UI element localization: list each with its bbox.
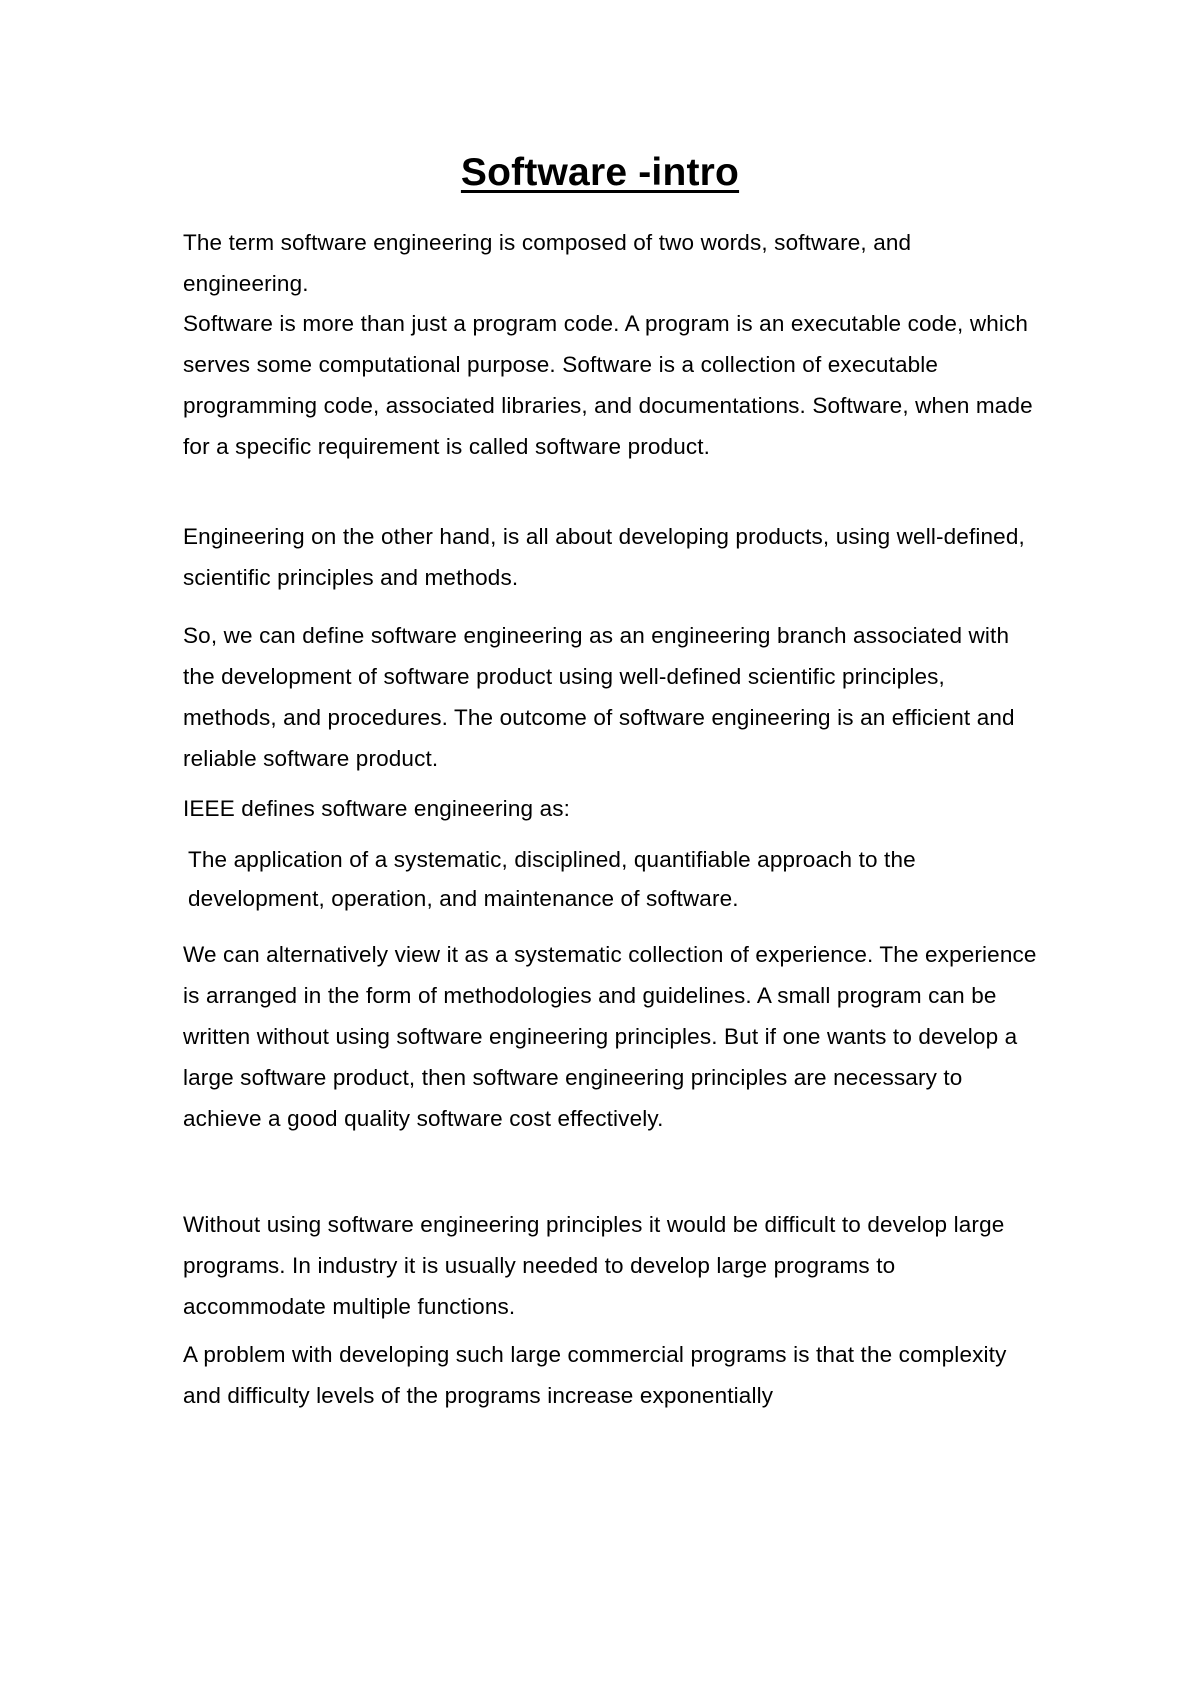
paragraph-software-definition: Software is more than just a program code. A program is an executable code, which serves some computational purpose. Software is a collection of executable programming code, associated libraries, and documentations. Software, when made for a specific requirement is called software product. — [183, 311, 1033, 459]
paragraph-ieee-intro: IEEE defines software engineering as: — [183, 796, 571, 821]
paragraph-engineering-definition: Engineering on the other hand, is all about developing products, using well-defined, scientific principles and methods. — [183, 524, 1025, 590]
paragraph-software-engineering-definition: So, we can define software engineering as an engineering branch associated with the development of software product using well-defined scientific principles, methods, and procedures. The outcome of software engineering is an efficient and reliable software product. — [183, 623, 1015, 771]
paragraph-alternative-view: We can alternatively view it as a systematic collection of experience. The experience is arranged in the form of methodologies and guidelines. A small program can be written without using software engineering principles. But if one wants to develop a large software product, then software engineering principles are necessary to achieve a good quality software cost effectively. — [183, 942, 1037, 1131]
paragraph-term-definition: The term software engineering is composed of two words, software, and engineering. — [183, 230, 912, 296]
document-title: Software -intro — [460, 151, 740, 194]
paragraph-without-principles: Without using software engineering principles it would be difficult to develop large programs. In industry it is usually needed to develop large programs to accommodate multiple functions. — [183, 1212, 1005, 1319]
paragraph-ieee-quote: The application of a systematic, disciplined, quantifiable approach to the development, operation, and maintenance of software. — [188, 847, 916, 911]
paragraph-large-programs-problem: A problem with developing such large commercial programs is that the complexity and difficulty levels of the programs increase exponentially — [183, 1342, 1007, 1408]
